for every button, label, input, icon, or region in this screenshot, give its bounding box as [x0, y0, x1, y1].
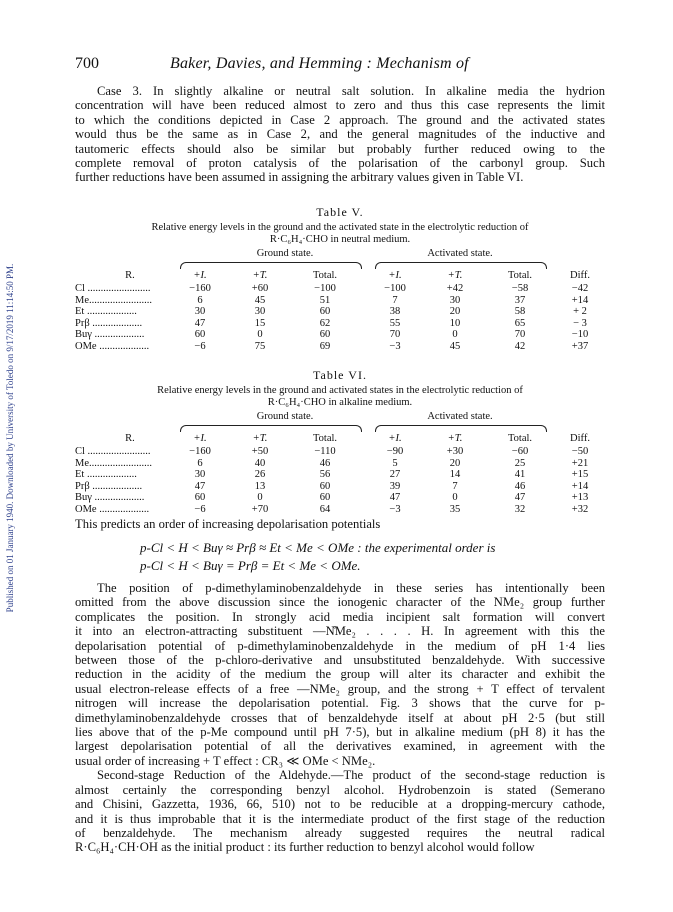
- table-cell: 55: [389, 317, 401, 329]
- table-cell: −100: [384, 283, 406, 294]
- table-5-caption: Table V.: [316, 205, 364, 219]
- row-label: Et ...................: [75, 469, 137, 480]
- table-cell: 60: [194, 329, 206, 340]
- table-cell: 56: [319, 469, 331, 480]
- table-row: [75, 458, 605, 470]
- equation-experimental: p-Cl < H < Buγ = Prβ = Et < Me < OMe.: [140, 558, 361, 573]
- table-cell: 65: [514, 317, 526, 329]
- table-cell: 60: [194, 492, 206, 503]
- table-cell: −100: [314, 283, 336, 294]
- page-header: [75, 55, 605, 75]
- table-cell: −90: [386, 446, 404, 457]
- group-brace: [375, 262, 547, 269]
- table-row: [75, 295, 605, 307]
- activated-state-label: Activated state.: [427, 248, 493, 259]
- table-cell: 38: [389, 306, 401, 317]
- text-line: it into an electron-attracting substituent —N̊Me₂ . . . . H. In agreement with this the: [75, 624, 605, 639]
- table-cell: −160: [189, 283, 211, 294]
- table-6-desc-line1: Relative energy levels in the ground and activated states in the electrolytic reduction of: [157, 385, 523, 396]
- table-cell: 0: [257, 329, 263, 340]
- text-line: tautomeric effects should also be similar but probably further reduced owing to the: [75, 141, 605, 156]
- table-cell: +60: [251, 283, 269, 294]
- column-header: R.: [125, 270, 135, 281]
- table-row: [75, 306, 605, 318]
- column-header: Diff.: [570, 270, 590, 281]
- table-cell: +30: [446, 446, 464, 457]
- table-cell: 37: [514, 294, 526, 306]
- column-header: Total.: [507, 433, 533, 444]
- column-header: Total.: [507, 270, 533, 281]
- table-cell: +14: [571, 294, 589, 306]
- table-5-description: [75, 222, 605, 246]
- text-line: usual order of increasing + T effect : CR₃ ≪ OMe < NMe₂.: [75, 753, 376, 768]
- table-cell: +13: [571, 492, 589, 503]
- running-title: Baker, Davies, and Hemming : Mechanism of: [170, 55, 469, 72]
- column-header: +T.: [252, 270, 268, 281]
- table-cell: 27: [389, 469, 401, 480]
- group-brace: [180, 262, 362, 269]
- table-cell: −50: [571, 446, 589, 457]
- table-cell: 47: [514, 492, 526, 503]
- table-cell: 7: [452, 480, 458, 492]
- predicts-text: This predicts an order of increasing depolarisation potentials: [75, 517, 381, 531]
- row-label: Cl ........................: [75, 446, 151, 457]
- table-cell: 60: [319, 306, 331, 317]
- table-cell: 47: [194, 480, 206, 492]
- text-line: between those of the p-chloro-derivative and unsubstituted benzaldehyde. With successive: [75, 653, 605, 668]
- table-cell: −6: [194, 340, 206, 352]
- table-cell: +32: [571, 503, 589, 515]
- table-cell: 70: [389, 329, 401, 340]
- text-line: lies above that of the p-Me compound until pH 7·5), but in alkaline medium (pH 8) it has the: [75, 725, 605, 740]
- text-line: complete removal of proton catalysis of the polarisation of the carbonyl group. Such: [75, 156, 605, 171]
- table-cell: −60: [511, 446, 529, 457]
- table-cell: 0: [257, 492, 263, 503]
- row-label: Buγ ...................: [75, 329, 145, 340]
- table-cell: 46: [319, 457, 331, 469]
- table-cell: 46: [514, 480, 526, 492]
- table-cell: 42: [514, 340, 526, 352]
- table-row: [75, 446, 605, 458]
- table-cell: 7: [392, 294, 398, 306]
- table-cell: 40: [254, 457, 266, 469]
- table-cell: 60: [319, 492, 331, 503]
- table-cell: 26: [254, 469, 266, 480]
- table-cell: −110: [314, 446, 336, 457]
- table-cell: 69: [319, 340, 331, 352]
- table-cell: +37: [571, 340, 589, 352]
- table-cell: 25: [514, 457, 526, 469]
- column-header: Total.: [312, 270, 338, 281]
- column-header: Diff.: [570, 433, 590, 444]
- text-line: would thus be the same as in Case 2, and the general magnitudes of the inductive and: [75, 127, 605, 142]
- paragraph-dimethylamino: [75, 581, 605, 855]
- row-label: OMe ...................: [75, 340, 150, 352]
- table-6-caption: Table VI.: [313, 368, 367, 382]
- text-line: and Chisini, Gazzetta, 1936, 66, 510) not to be reducible at a dropping-mercury cathode,: [75, 797, 605, 812]
- table-cell: 30: [194, 306, 206, 317]
- column-header: R.: [125, 433, 135, 444]
- table-cell: 41: [514, 469, 526, 480]
- table-cell: 20: [449, 457, 461, 469]
- table-cell: 60: [319, 480, 331, 492]
- activated-state-label: Activated state.: [427, 411, 493, 422]
- table-cell: +42: [446, 283, 464, 294]
- text-line: omitted from the above discussion since the ionogenic character of the NMe₂ group further: [75, 595, 605, 610]
- table-cell: −58: [511, 283, 529, 294]
- text-line: of benzaldehyde. The mechanism already suggested requires the neutral radical: [75, 825, 605, 840]
- table-6-desc-line2: R·C₆H₄·CHO in alkaline medium.: [267, 397, 413, 408]
- table-row: [75, 341, 605, 353]
- column-header: +I.: [193, 270, 207, 281]
- table-cell: −3: [389, 503, 401, 515]
- table-cell: +15: [571, 469, 589, 480]
- table-cell: −6: [194, 503, 206, 515]
- table-5-desc-line2: R·C₆H₄·CHO in neutral medium.: [269, 234, 411, 245]
- download-note: Published on 01 January 1940. Downloaded by University of Toledo on 9/17/2019 11:14:50 PM.: [5, 263, 15, 613]
- text-line: and it is thus improbable that it is the intermediate product of the first stage of the reduction: [75, 811, 605, 826]
- table-row: [75, 492, 605, 504]
- header-row: [75, 270, 605, 282]
- column-header: +T.: [252, 433, 268, 444]
- table-cell: 30: [194, 469, 206, 480]
- table-cell: − 3: [573, 317, 587, 329]
- row-label: Prβ ...................: [75, 480, 143, 492]
- table-row: [75, 329, 605, 341]
- text-line: R·C₆H₄·CH·OH as the initial product : its further reduction to benzyl alcohol would follow: [75, 840, 535, 855]
- text-line: concentration will have been reduced almost to zero and thus this case represents the limit: [75, 98, 605, 113]
- text-line: to which the conditions depicted in Case 2 approach. The ground and the activated states: [75, 112, 605, 127]
- table-cell: 75: [254, 340, 266, 352]
- table-cell: 39: [389, 480, 401, 492]
- paragraph-case-3: [75, 84, 605, 185]
- row-label: Prβ ...................: [75, 317, 143, 329]
- download-watermark: [0, 0, 16, 912]
- column-header: +I.: [193, 433, 207, 444]
- text-line: nitrogen will increase the depolarisation potential. Fig. 3 shows that the curve for p-: [75, 696, 605, 711]
- row-label: Cl ........................: [75, 283, 151, 294]
- table-cell: +21: [571, 457, 589, 469]
- table-cell: 5: [392, 457, 398, 469]
- text-line: further reductions have been assumed in assigning the arbitrary values given in Table VI.: [75, 170, 524, 185]
- table-cell: 30: [254, 306, 266, 317]
- predicts-line: [75, 517, 605, 531]
- column-header: +I.: [388, 270, 402, 281]
- text-line: almost certainly the corresponding benzyl alcohol. Hydrobenzoin is stated (Semerano: [75, 782, 605, 797]
- table-cell: 35: [449, 503, 461, 515]
- table-cell: −10: [571, 329, 589, 340]
- text-line: depolarisation potential of p-dimethylaminobenzaldehyde in the medium of pH 1·4 lies: [75, 638, 605, 653]
- table-5-desc-line1: Relative energy levels in the ground and the activated state in the electrolytic reduction of: [151, 222, 529, 233]
- table-cell: 30: [449, 294, 461, 306]
- table-cell: +14: [571, 480, 589, 492]
- table-cell: 51: [319, 294, 331, 306]
- column-header: +I.: [388, 433, 402, 444]
- group-brace: [180, 425, 362, 432]
- text-line: reduction in the acidity of the medium the group will alter its character and exhibit the: [75, 667, 605, 682]
- table-cell: 47: [389, 492, 401, 503]
- row-label: OMe ...................: [75, 503, 150, 515]
- table-cell: 6: [197, 294, 203, 306]
- table-cell: 58: [514, 306, 526, 317]
- table-cell: 64: [319, 503, 331, 515]
- text-line: complicates the position. In strongly acid media incipient salt formation will convert: [75, 609, 605, 624]
- text-line: usual electron-release effects of a free —NMe₂ group, and the strong + T effect of tervalent: [75, 681, 605, 696]
- text-line: largest depolarisation potential of all the derivatives examined, in agreement with the: [75, 739, 605, 754]
- table-cell: +70: [251, 503, 269, 515]
- table-cell: 70: [514, 329, 526, 340]
- table-row: [75, 481, 605, 493]
- table-cell: 45: [449, 340, 461, 352]
- page-number: 700: [75, 55, 99, 72]
- column-header: +T.: [447, 433, 463, 444]
- ground-state-label: Ground state.: [256, 248, 314, 259]
- group-brace: [375, 425, 547, 432]
- table-cell: 62: [319, 317, 331, 329]
- header-row: [75, 433, 605, 445]
- table-cell: −3: [389, 340, 401, 352]
- text-line: The position of p-dimethylaminobenzaldehyde in these series has intentionally been: [97, 581, 605, 595]
- ground-state-label: Ground state.: [256, 411, 314, 422]
- table-cell: 0: [452, 492, 458, 503]
- table-row: [75, 318, 605, 330]
- row-label: Et ...................: [75, 306, 137, 317]
- equation-predicted: p-Cl < H < Buγ ≈ Prβ ≈ Et < Me < OMe : the experimental order is: [140, 540, 496, 555]
- text-line: Second-stage Reduction of the Aldehyde.—The product of the second-stage reduction is: [97, 768, 605, 783]
- column-header: Total.: [312, 433, 338, 444]
- table-cell: 15: [254, 317, 266, 329]
- table-cell: 45: [254, 294, 266, 306]
- table-6-description: [75, 385, 605, 409]
- table-cell: 10: [449, 317, 461, 329]
- table-row: [75, 469, 605, 481]
- table-cell: 0: [452, 329, 458, 340]
- table-cell: +50: [251, 446, 269, 457]
- text-line: Case 3. In slightly alkaline or neutral salt solution. In alkaline media the hydrion: [97, 84, 605, 98]
- table-cell: −42: [571, 283, 589, 294]
- column-header: +T.: [447, 270, 463, 281]
- table-cell: + 2: [573, 306, 587, 317]
- table-cell: 32: [514, 503, 526, 515]
- table-row: [75, 283, 605, 295]
- table-cell: 60: [319, 329, 331, 340]
- table-cell: −160: [189, 446, 211, 457]
- table-cell: 6: [197, 457, 203, 469]
- table-cell: 13: [254, 480, 266, 492]
- text-line: dimethylaminobenzaldehyde crosses that of benzaldehyde itself at about pH 2·5 (but still: [75, 710, 605, 725]
- row-label: Me........................: [75, 457, 152, 469]
- row-label: Me........................: [75, 294, 152, 306]
- table-cell: 14: [449, 469, 461, 480]
- row-label: Buγ ...................: [75, 492, 145, 503]
- table-cell: 20: [449, 306, 461, 317]
- table-row: [75, 504, 605, 516]
- table-cell: 47: [194, 317, 206, 329]
